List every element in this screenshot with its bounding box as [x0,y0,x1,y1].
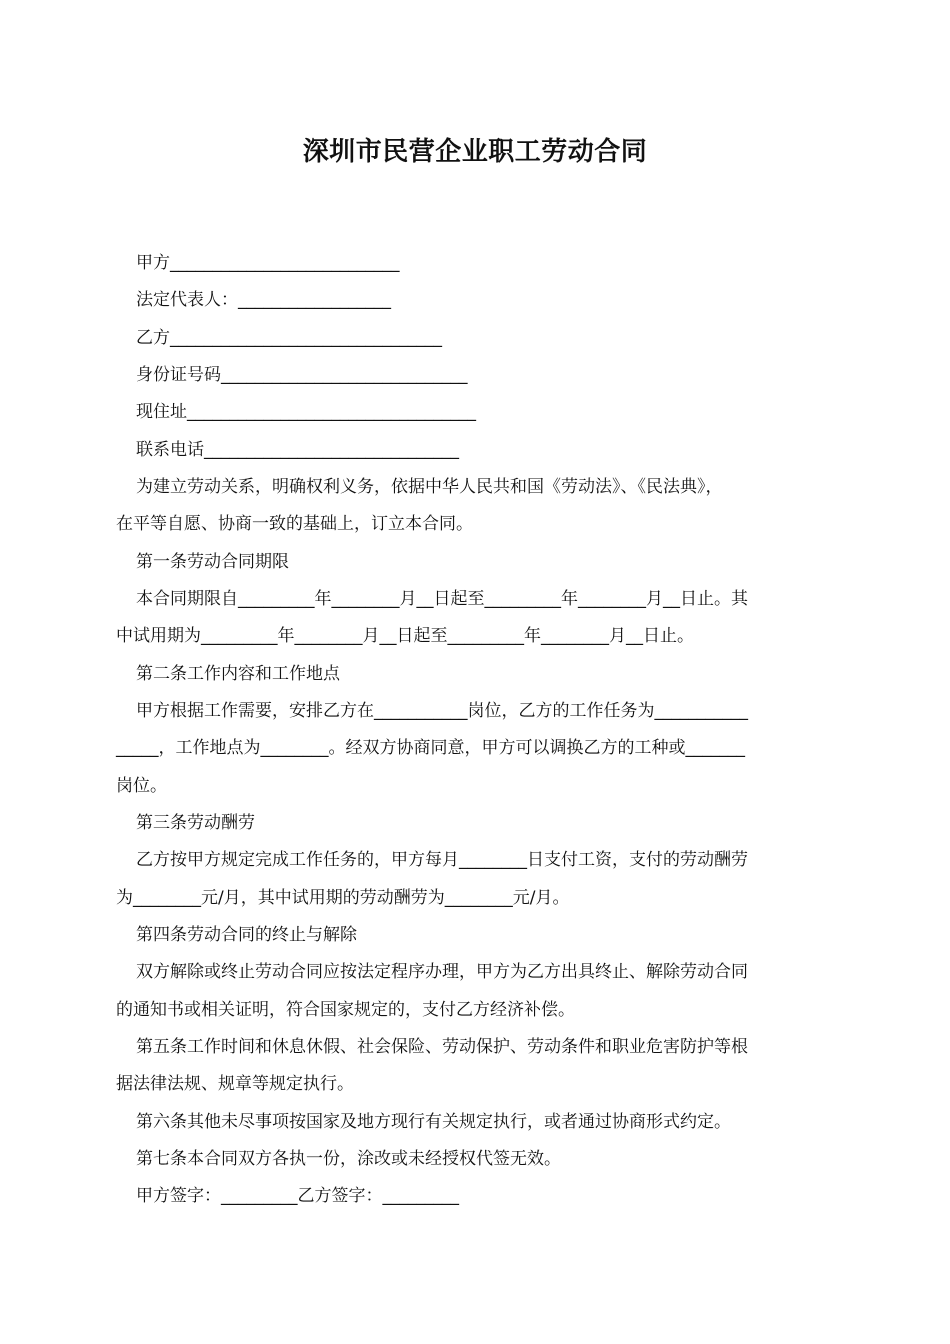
article-3-line-1: 乙方按甲方规定完成工作任务的，甲方每月________日支付工资，支付的劳动酬劳 [136,850,748,870]
article-7-line: 第七条本合同双方各执一份，涂改或未经授权代签无效。 [136,1149,561,1169]
page-title: 深圳市民营企业职工劳动合同 [302,137,648,167]
article-5-line-2: 据法律法规、规章等规定执行。 [116,1074,354,1094]
article-3-heading: 第三条劳动酬劳 [136,813,255,833]
preamble-line-2: 在平等自愿、协商一致的基础上，订立本合同。 [116,514,473,534]
article-4-line-1: 双方解除或终止劳动合同应按法定程序办理，甲方为乙方出具终止、解除劳动合同 [136,962,748,982]
article-2-line-1: 甲方根据工作需要，安排乙方在___________岗位，乙方的工作任务为___________ [136,701,748,721]
party-b-line: 乙方________________________________ [136,328,442,348]
signature-line: 甲方签字：_________乙方签字：_________ [136,1186,459,1206]
article-4-heading: 第四条劳动合同的终止与解除 [136,925,357,945]
article-3-line-2: 为________元/月，其中试用期的劳动酬劳为________元/月。 [116,888,570,908]
article-1-heading: 第一条劳动合同期限 [136,552,289,572]
article-2-line-2: _____，工作地点为________。经双方协商同意，甲方可以调换乙方的工种或_______ [116,738,745,758]
legal-representative-line: 法定代表人：__________________ [136,290,391,310]
id-number-line: 身份证号码_____________________________ [136,365,468,385]
party-a-line: 甲方___________________________ [136,253,400,273]
address-line: 现住址__________________________________ [136,402,476,422]
preamble-line-1: 为建立劳动关系，明确权利义务，依据中华人民共和国《劳动法》、《民法典》， [136,477,723,497]
article-2-line-3: 岗位。 [116,776,167,796]
article-5-line-1: 第五条工作时间和休息休假、社会保险、劳动保护、劳动条件和职业危害防护等根 [136,1037,748,1057]
article-2-heading: 第二条工作内容和工作地点 [136,664,340,684]
phone-line: 联系电话______________________________ [136,440,459,460]
article-6-line: 第六条其他未尽事项按国家及地方现行有关规定执行，或者通过协商形式约定。 [136,1112,731,1132]
article-1-line-1: 本合同期限自_________年________月__日起至_________年________月__日止。其 [136,589,748,609]
article-4-line-2: 的通知书或相关证明，符合国家规定的，支付乙方经济补偿。 [116,1000,575,1020]
article-1-line-2: 中试用期为_________年________月__日起至_________年________月__日止。 [116,626,694,646]
